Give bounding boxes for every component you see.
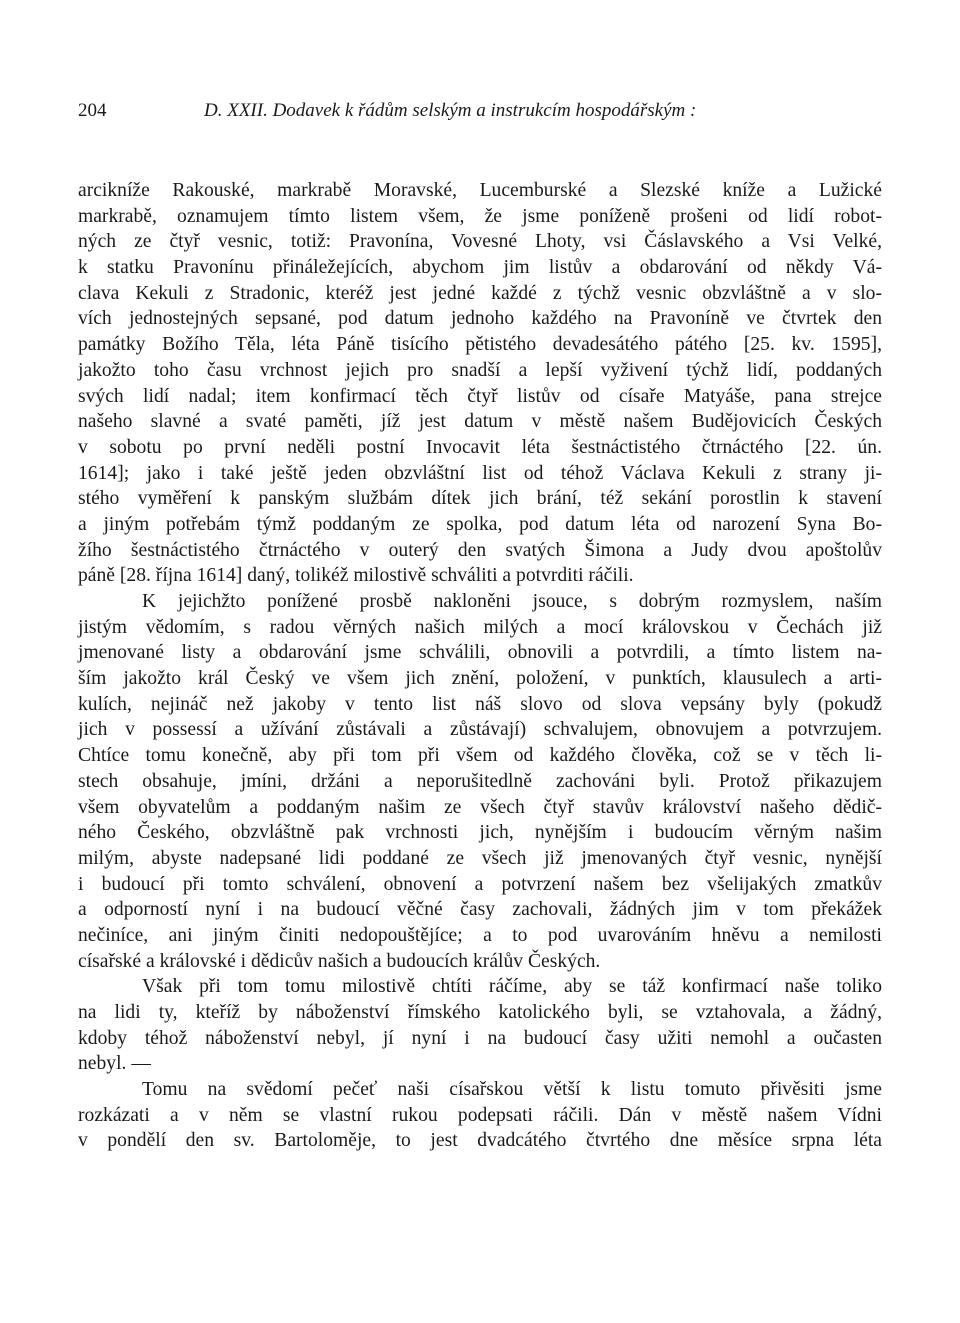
text-line: žího šestnáctistého čtrnáctého v outerý den svatých Šimona a Judy dvou apoštolův (78, 539, 882, 561)
text-line: Však při tom tomu milostivě chtíti ráčíme, aby se táž konfirmací naše toliko (142, 976, 882, 998)
text-line: K jejichžto ponížené prosbě nakloněni jsouce, s dobrým rozmyslem, naším (142, 591, 882, 612)
text-line: vích jednostejných sepsané, pod datum jednoho každého na Pravoníně ve čtvrtek den (78, 308, 882, 330)
text-line: i budoucí při tomto schválení, obnovení a potvrzení našem bez všelijakých zmatkův (78, 873, 882, 895)
text-line: jakožto toho času vrchnost jejich pro snadší a lepší vyživení týchž lidí, poddaných (78, 359, 882, 381)
text-line: všem obyvatelům a poddaným našim ze všech čtyř stavův království našeho dědič- (78, 796, 882, 818)
text-line: svých lidí nadal; item konfirmací těch čtyř listův od císaře Matyáše, pana strejce (78, 385, 882, 407)
text-line: k statku Pravonínu přináležejících, abychom jim listův a obdarování od někdy Vá- (78, 257, 882, 279)
text-line: markrabě, oznamujem tímto listem všem, že jsme poníženě prošeni od lidí robot- (78, 205, 882, 227)
text-line: arcikníže Rakouské, markrabě Moravské, Lucemburské a Slezské kníže a Lužické (78, 180, 882, 201)
text-line: stého vyměření k panským službám dítek jich brání, též sekání porostlin k stavení (78, 488, 882, 510)
text-line: rozkázati a v něm se vlastní rukou podepsati ráčili. Dán v městě našem Vídni (78, 1104, 882, 1126)
running-title: D. XXII. Dodavek k řádům selským a instrukcím hospodářským : (204, 100, 697, 121)
text-line: na lidi ty, kteříž by náboženství římského katolického byli, se vztahovala, a žádný, (78, 1002, 882, 1023)
text-line: stech obsahuje, jmíni, držáni a neporušitedlně zachováni byli. Protož přikazujem (78, 770, 882, 792)
text-line: a odporností nyní i na budoucí věčné časy zachovali, žádných jim v tom překážek (78, 899, 882, 921)
text-line: ného Českého, obzvláštně pak vrchnosti jich, nynějším i budoucím věrným našim (78, 822, 882, 844)
text-line: jmenované listy a obdarování jsme schválili, obnovili a potvrdili, a tímto listem na- (78, 642, 882, 664)
text-line: ných ze čtyř vesnic, totiž: Pravonína, Vovesné Lhoty, vsi Čáslavského a Vsi Velké, (78, 231, 882, 253)
text-line: památky Božího Těla, léta Páně tisícího pětistého devadesátého pátého [25. kv. 1595], (78, 334, 882, 356)
text-line: Chtíce tomu konečně, aby při tom při všem od každého člověka, což se v těch li- (78, 745, 882, 767)
text-line: clava Kekuli z Stradonic, kteréž jest jedné každé z týchž vesnic obzvláštně a v slo- (78, 282, 882, 304)
text-line: jich v possessí a užívání zůstávali a zůstávají) schvalujem, obnovujem a potvrzujem. (78, 719, 882, 741)
text-line: Tomu na svědomí pečeť naši císařskou větší k listu tomuto přivěsiti jsme (142, 1079, 882, 1101)
text-line: nebyl. — (78, 1053, 151, 1075)
text-line: kulích, nejináč než jakoby v tento list náš slovo od slova vepsány byly (pokudž (78, 693, 882, 715)
text-line: jistým vědomím, s radou věrných našich milých a mocí královskou v Čechách již (78, 616, 882, 638)
text-line: ším jakožto král Český ve všem jich znění, položení, v punktích, klausulech a arti- (78, 668, 882, 690)
text-line: milým, abyste nadepsané lidi poddané ze všech již jmenovaných čtyř vesnic, nynější (78, 847, 882, 869)
text-line: císařské a královské i dědicův našich a budoucích králův Českých. (78, 950, 601, 972)
body-text (78, 178, 882, 1154)
page-number: 204 (78, 100, 107, 121)
text-line: 1614]; jako i také ještě jeden obzvláštní list od téhož Václava Kekuli z strany ji- (78, 462, 882, 484)
page-header (78, 96, 882, 126)
text-line: kdoby téhož náboženství nebyl, jí nyní i na budoucí časy užiti nemohl a oučasten (78, 1027, 882, 1049)
text-line: a jiným potřebám týmž poddaným ze spolka, pod datum léta od narození Syna Bo- (78, 513, 882, 535)
text-line: v pondělí den sv. Bartoloměje, to jest dvadcátého čtvrtého dne měsíce srpna léta (78, 1130, 882, 1152)
text-line: našeho slavné a svaté paměti, jíž jest datum v městě našem Budějovicích Českých (78, 411, 882, 433)
text-line: v sobotu po první neděli postní Invocavit léta šestnáctistého čtrnáctého [22. ún. (78, 436, 882, 458)
text-line: páně [28. října 1614] daný, tolikéž milostivě schváliti a potvrditi ráčili. (78, 565, 634, 587)
text-line: nečiníce, ani jiným činiti nedopouštějíce; a to pod uvarováním hněvu a nemilosti (78, 924, 882, 946)
